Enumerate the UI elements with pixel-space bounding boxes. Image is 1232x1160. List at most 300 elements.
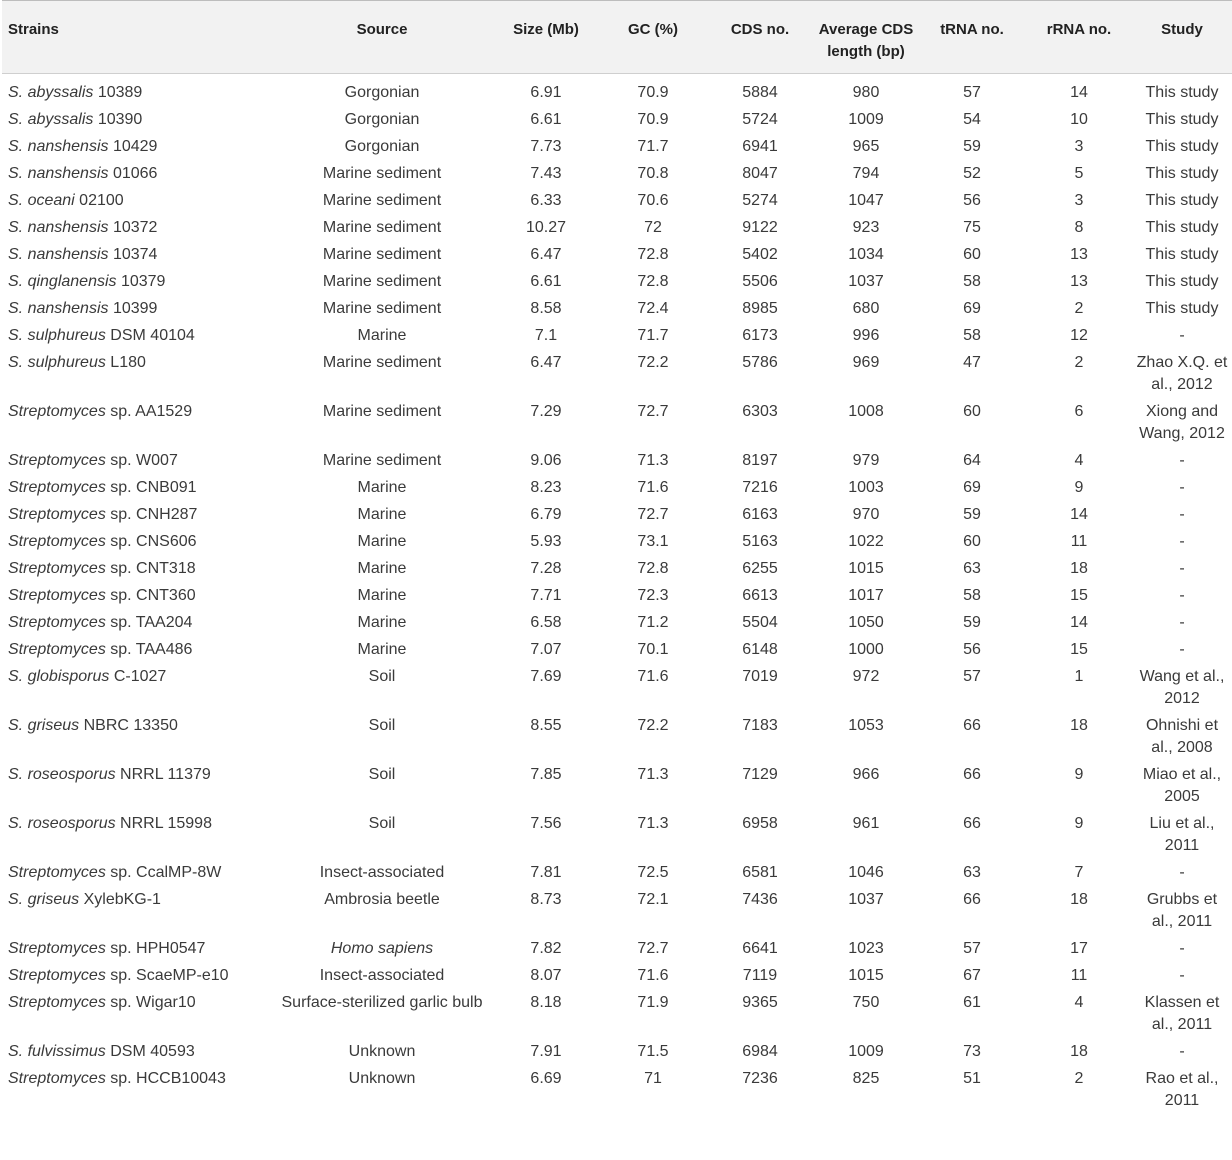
- cell-gc: 71: [644, 1070, 662, 1087]
- table-row: [2, 74, 1232, 108]
- cell-rrna: 15: [1070, 641, 1088, 658]
- cell-strain: [2, 448, 272, 475]
- cell-size: 7.43: [530, 165, 562, 182]
- cell-trna: 63: [963, 864, 981, 881]
- cell-rrna: 13: [1070, 246, 1088, 263]
- cell-source: Marine sediment: [322, 403, 442, 420]
- table-row: [2, 936, 1232, 963]
- cell-source: Marine: [357, 506, 407, 523]
- cell-strain: [2, 188, 272, 215]
- cell-source: Soil: [368, 815, 396, 832]
- cell-trna: 60: [963, 246, 981, 263]
- cell-source: Marine: [357, 614, 407, 631]
- cell-strain: [2, 990, 272, 1039]
- cell-avg-cds-length: 970: [852, 506, 880, 523]
- cell-source: Marine: [357, 479, 407, 496]
- cell-size: 8.18: [530, 994, 562, 1011]
- cell-trna: 47: [963, 354, 981, 371]
- table-row: [2, 556, 1232, 583]
- cell-avg-cds-length: 1037: [848, 891, 884, 908]
- strain-id: 01066: [108, 165, 158, 182]
- cell-rrna: 13: [1070, 273, 1088, 290]
- strain-id: sp. CNT318: [105, 560, 196, 577]
- strain-species: Streptomyces: [8, 533, 106, 550]
- cell-gc: 70.9: [637, 111, 669, 128]
- table-row: [2, 637, 1232, 664]
- strain-species: S. qinglanensis: [8, 273, 117, 290]
- header-strains: Strains: [8, 21, 59, 38]
- cell-size: 7.73: [530, 138, 562, 155]
- cell-study: This study: [1145, 192, 1219, 209]
- strain-species: S. griseus: [8, 717, 80, 734]
- strain-id: NBRC 13350: [79, 717, 178, 734]
- header-study: Study: [1161, 21, 1203, 38]
- strain-species: Streptomyces: [8, 452, 106, 469]
- cell-avg-cds-length: 972: [852, 668, 880, 685]
- cell-strain: [2, 529, 272, 556]
- cell-source: Ambrosia beetle: [324, 891, 440, 908]
- cell-size: 8.07: [530, 967, 562, 984]
- strain-id: NRRL 11379: [115, 766, 211, 783]
- cell-rrna: 1: [1074, 668, 1084, 685]
- cell-strain: [2, 475, 272, 502]
- cell-size: 7.71: [530, 587, 562, 604]
- cell-avg-cds-length: 794: [852, 165, 880, 182]
- table-row: [2, 323, 1232, 350]
- table-row: [2, 242, 1232, 269]
- cell-trna: 69: [963, 300, 981, 317]
- cell-strain: [2, 215, 272, 242]
- strain-species: Streptomyces: [8, 614, 106, 631]
- cell-study: -: [1179, 940, 1185, 957]
- cell-gc: 72.8: [637, 246, 669, 263]
- cell-strain: [2, 161, 272, 188]
- cell-avg-cds-length: 1015: [848, 560, 884, 577]
- strain-id: sp. CNH287: [105, 506, 198, 523]
- cell-cds: 7019: [742, 668, 778, 685]
- cell-source: Marine: [357, 533, 407, 550]
- cell-cds: 7236: [742, 1070, 778, 1087]
- cell-study: -: [1179, 864, 1185, 881]
- cell-trna: 75: [963, 219, 981, 236]
- strain-species: Streptomyces: [8, 587, 106, 604]
- table-row: [2, 860, 1232, 887]
- table-row: [2, 475, 1232, 502]
- strain-id: DSM 40104: [105, 327, 195, 344]
- cell-strain: [2, 811, 272, 860]
- cell-size: 6.61: [530, 111, 562, 128]
- cell-cds: 5884: [742, 84, 778, 101]
- cell-avg-cds-length: 1050: [848, 614, 884, 631]
- cell-cds: 5402: [742, 246, 778, 263]
- strain-id: XylebKG-1: [79, 891, 161, 908]
- table-row: [2, 990, 1232, 1039]
- cell-cds: 5504: [742, 614, 778, 631]
- cell-study: This study: [1145, 165, 1219, 182]
- strain-id: NRRL 15998: [115, 815, 212, 832]
- cell-cds: 7183: [742, 717, 778, 734]
- cell-study: This study: [1145, 138, 1219, 155]
- cell-size: 6.33: [530, 192, 562, 209]
- cell-source: Unknown: [348, 1043, 416, 1060]
- strain-id: sp. Wigar10: [105, 994, 196, 1011]
- cell-gc: 71.5: [637, 1043, 669, 1060]
- cell-avg-cds-length: 1034: [848, 246, 884, 263]
- cell-rrna: 12: [1070, 327, 1088, 344]
- cell-avg-cds-length: 1009: [848, 111, 884, 128]
- cell-gc: 71.3: [637, 452, 669, 469]
- table-row: [2, 350, 1232, 399]
- cell-avg-cds-length: 1015: [848, 967, 884, 984]
- cell-cds: 8197: [742, 452, 778, 469]
- cell-rrna: 11: [1070, 533, 1088, 550]
- strain-species: S. abyssalis: [8, 84, 94, 101]
- cell-size: 7.56: [530, 815, 562, 832]
- cell-strain: [2, 134, 272, 161]
- cell-size: 7.91: [530, 1043, 562, 1060]
- cell-trna: 67: [963, 967, 981, 984]
- cell-trna: 58: [963, 587, 981, 604]
- cell-source: Homo sapiens: [330, 940, 434, 957]
- cell-cds: 6984: [742, 1043, 778, 1060]
- cell-rrna: 4: [1074, 994, 1084, 1011]
- cell-study: This study: [1145, 246, 1219, 263]
- cell-rrna: 2: [1074, 300, 1084, 317]
- cell-avg-cds-length: 965: [852, 138, 880, 155]
- strain-id: DSM 40593: [105, 1043, 195, 1060]
- header-source: Source: [356, 21, 408, 38]
- cell-source: Gorgonian: [344, 84, 420, 101]
- cell-cds: 6303: [742, 403, 778, 420]
- cell-trna: 60: [963, 403, 981, 420]
- cell-gc: 72.7: [637, 940, 669, 957]
- table-row: [2, 269, 1232, 296]
- table-row: [2, 664, 1232, 713]
- cell-study: Wang et al., 2012: [1139, 668, 1225, 707]
- table-row: [2, 713, 1232, 762]
- cell-trna: 66: [963, 891, 981, 908]
- cell-cds: 6641: [742, 940, 778, 957]
- cell-cds: 6958: [742, 815, 778, 832]
- cell-strain: [2, 1066, 272, 1115]
- cell-trna: 52: [963, 165, 981, 182]
- cell-cds: 6613: [742, 587, 778, 604]
- cell-strain: [2, 502, 272, 529]
- strain-id: sp. CcalMP-8W: [105, 864, 222, 881]
- cell-study: Rao et al., 2011: [1145, 1070, 1219, 1109]
- cell-strain: [2, 713, 272, 762]
- strain-species: Streptomyces: [8, 1070, 106, 1087]
- cell-size: 8.55: [530, 717, 562, 734]
- cell-strain: [2, 399, 272, 448]
- cell-rrna: 18: [1070, 1043, 1088, 1060]
- cell-size: 8.73: [530, 891, 562, 908]
- strain-species: Streptomyces: [8, 560, 106, 577]
- cell-trna: 64: [963, 452, 981, 469]
- strain-id: sp. TAA486: [105, 641, 193, 658]
- strain-species: S. roseosporus: [8, 815, 116, 832]
- strain-species: S. griseus: [8, 891, 80, 908]
- cell-rrna: 15: [1070, 587, 1088, 604]
- table-row: [2, 399, 1232, 448]
- strain-species: S. nanshensis: [8, 165, 109, 182]
- cell-avg-cds-length: 1000: [848, 641, 884, 658]
- cell-study: Liu et al., 2011: [1149, 815, 1215, 854]
- cell-rrna: 7: [1074, 864, 1084, 881]
- strain-species: S. roseosporus: [8, 766, 116, 783]
- strain-species: Streptomyces: [8, 994, 106, 1011]
- strain-id: sp. ScaeMP-e10: [105, 967, 229, 984]
- cell-cds: 7216: [742, 479, 778, 496]
- cell-source: Marine sediment: [322, 246, 442, 263]
- table-row: [2, 529, 1232, 556]
- cell-avg-cds-length: 1023: [848, 940, 884, 957]
- cell-cds: 6941: [742, 138, 778, 155]
- cell-strain: [2, 637, 272, 664]
- cell-cds: 8985: [742, 300, 778, 317]
- cell-rrna: 8: [1074, 219, 1084, 236]
- strain-species: Streptomyces: [8, 967, 106, 984]
- strain-species: S. sulphureus: [8, 354, 106, 371]
- table-row: [2, 161, 1232, 188]
- table-row: [2, 762, 1232, 811]
- table-row: [2, 583, 1232, 610]
- cell-size: 7.85: [530, 766, 562, 783]
- cell-source: Marine: [357, 641, 407, 658]
- cell-size: 8.58: [530, 300, 562, 317]
- cell-size: 7.07: [530, 641, 562, 658]
- cell-avg-cds-length: 961: [852, 815, 880, 832]
- cell-trna: 57: [963, 668, 981, 685]
- cell-strain: [2, 269, 272, 296]
- cell-gc: 71.7: [637, 327, 669, 344]
- cell-trna: 56: [963, 192, 981, 209]
- cell-size: 7.29: [530, 403, 562, 420]
- strain-id: C-1027: [109, 668, 167, 685]
- cell-avg-cds-length: 1008: [848, 403, 884, 420]
- cell-size: 6.61: [530, 273, 562, 290]
- cell-size: 7.81: [530, 864, 562, 881]
- header-size: Size (Mb): [513, 21, 579, 38]
- table-header: [2, 1, 1232, 74]
- cell-rrna: 14: [1070, 506, 1088, 523]
- cell-study: -: [1179, 452, 1185, 469]
- cell-strain: [2, 107, 272, 134]
- strain-species: S. nanshensis: [8, 246, 109, 263]
- cell-cds: 6173: [742, 327, 778, 344]
- cell-rrna: 6: [1074, 403, 1084, 420]
- cell-rrna: 2: [1074, 1070, 1084, 1087]
- strain-id: 02100: [74, 192, 124, 209]
- cell-study: -: [1179, 1043, 1185, 1060]
- cell-trna: 73: [963, 1043, 981, 1060]
- strain-id: 10390: [93, 111, 143, 128]
- cell-gc: 70.9: [637, 84, 669, 101]
- strain-id: sp. TAA204: [105, 614, 193, 631]
- cell-avg-cds-length: 966: [852, 766, 880, 783]
- cell-rrna: 18: [1070, 891, 1088, 908]
- cell-study: -: [1179, 587, 1185, 604]
- cell-source: Soil: [368, 717, 396, 734]
- cell-rrna: 9: [1074, 479, 1084, 496]
- cell-cds: 7129: [742, 766, 778, 783]
- cell-study: Miao et al., 2005: [1142, 766, 1222, 805]
- strain-id: 10374: [108, 246, 158, 263]
- header-trna: tRNA no.: [940, 21, 1004, 38]
- cell-size: 5.93: [530, 533, 562, 550]
- cell-source: Soil: [368, 766, 396, 783]
- cell-rrna: 14: [1070, 84, 1088, 101]
- table-row: [2, 215, 1232, 242]
- cell-avg-cds-length: 750: [852, 994, 880, 1011]
- cell-cds: 9122: [742, 219, 778, 236]
- cell-gc: 71.6: [637, 967, 669, 984]
- strain-id: 10379: [116, 273, 166, 290]
- table-row: [2, 134, 1232, 161]
- cell-avg-cds-length: 1046: [848, 864, 884, 881]
- strain-id: 10372: [108, 219, 158, 236]
- cell-cds: 7119: [742, 967, 778, 984]
- cell-rrna: 10: [1070, 111, 1088, 128]
- cell-size: 6.58: [530, 614, 562, 631]
- table-row: [2, 1066, 1232, 1115]
- cell-strain: [2, 583, 272, 610]
- cell-rrna: 17: [1070, 940, 1088, 957]
- table-row: [2, 1039, 1232, 1066]
- cell-gc: 71.3: [637, 815, 669, 832]
- cell-study: Grubbs et al., 2011: [1146, 891, 1218, 930]
- cell-size: 7.82: [530, 940, 562, 957]
- cell-gc: 73.1: [637, 533, 669, 550]
- strain-id: sp. W007: [105, 452, 178, 469]
- cell-cds: 5786: [742, 354, 778, 371]
- table-body: [2, 74, 1232, 1116]
- table-row: [2, 296, 1232, 323]
- cell-cds: 6581: [742, 864, 778, 881]
- cell-cds: 6163: [742, 506, 778, 523]
- strain-id: L180: [105, 354, 146, 371]
- cell-avg-cds-length: 980: [852, 84, 880, 101]
- table-row: [2, 502, 1232, 529]
- cell-cds: 8047: [742, 165, 778, 182]
- strain-id: sp. AA1529: [105, 403, 193, 420]
- cell-avg-cds-length: 1017: [848, 587, 884, 604]
- cell-study: -: [1179, 506, 1185, 523]
- cell-gc: 72.8: [637, 560, 669, 577]
- cell-gc: 71.6: [637, 479, 669, 496]
- cell-gc: 70.6: [637, 192, 669, 209]
- table-row: [2, 887, 1232, 936]
- cell-strain: [2, 762, 272, 811]
- header-avg-cds-length: Average CDS length (bp): [818, 21, 914, 60]
- cell-strain: [2, 74, 272, 108]
- strain-species: S. sulphureus: [8, 327, 106, 344]
- cell-strain: [2, 242, 272, 269]
- strain-species: S. oceani: [8, 192, 75, 209]
- cell-size: 10.27: [525, 219, 567, 236]
- cell-study: Zhao X.Q. et al., 2012: [1136, 354, 1228, 393]
- table-row: [2, 188, 1232, 215]
- cell-gc: 72.8: [637, 273, 669, 290]
- cell-source: Marine sediment: [322, 192, 442, 209]
- cell-gc: 72.3: [637, 587, 669, 604]
- cell-trna: 59: [963, 506, 981, 523]
- cell-size: 6.47: [530, 246, 562, 263]
- strain-species: Streptomyces: [8, 479, 106, 496]
- cell-cds: 5724: [742, 111, 778, 128]
- cell-gc: 71.9: [637, 994, 669, 1011]
- cell-gc: 70.1: [637, 641, 669, 658]
- cell-gc: 72: [644, 219, 662, 236]
- cell-study: -: [1179, 479, 1185, 496]
- cell-source: Marine sediment: [322, 165, 442, 182]
- cell-strain: [2, 936, 272, 963]
- cell-study: -: [1179, 560, 1185, 577]
- cell-gc: 71.7: [637, 138, 669, 155]
- cell-trna: 51: [963, 1070, 981, 1087]
- cell-avg-cds-length: 1053: [848, 717, 884, 734]
- cell-source: Marine: [357, 560, 407, 577]
- cell-strain: [2, 610, 272, 637]
- cell-cds: 6255: [742, 560, 778, 577]
- strain-id: sp. CNT360: [105, 587, 196, 604]
- header-gc: GC (%): [628, 21, 678, 38]
- table-row: [2, 811, 1232, 860]
- cell-avg-cds-length: 1003: [848, 479, 884, 496]
- cell-trna: 59: [963, 138, 981, 155]
- strain-species: S. nanshensis: [8, 300, 109, 317]
- cell-gc: 72.2: [637, 354, 669, 371]
- cell-source: Marine sediment: [322, 300, 442, 317]
- cell-source: Soil: [368, 668, 396, 685]
- cell-rrna: 2: [1074, 354, 1084, 371]
- cell-trna: 63: [963, 560, 981, 577]
- cell-trna: 60: [963, 533, 981, 550]
- strain-species: Streptomyces: [8, 940, 106, 957]
- cell-study: Xiong and Wang, 2012: [1139, 403, 1225, 442]
- cell-avg-cds-length: 1009: [848, 1043, 884, 1060]
- cell-study: This study: [1145, 273, 1219, 290]
- cell-avg-cds-length: 969: [852, 354, 880, 371]
- cell-cds: 5274: [742, 192, 778, 209]
- cell-strain: [2, 860, 272, 887]
- cell-study: -: [1179, 967, 1185, 984]
- cell-gc: 71.3: [637, 766, 669, 783]
- cell-size: 8.23: [530, 479, 562, 496]
- table-row: [2, 610, 1232, 637]
- cell-gc: 72.4: [637, 300, 669, 317]
- cell-rrna: 9: [1074, 766, 1084, 783]
- cell-size: 9.06: [530, 452, 562, 469]
- strain-species: Streptomyces: [8, 641, 106, 658]
- table-row: [2, 107, 1232, 134]
- cell-size: 6.69: [530, 1070, 562, 1087]
- cell-avg-cds-length: 1037: [848, 273, 884, 290]
- cell-trna: 69: [963, 479, 981, 496]
- cell-gc: 70.8: [637, 165, 669, 182]
- cell-strain: [2, 323, 272, 350]
- header-row: [2, 1, 1232, 74]
- cell-source: Marine: [357, 587, 407, 604]
- cell-trna: 57: [963, 84, 981, 101]
- cell-study: This study: [1145, 219, 1219, 236]
- cell-avg-cds-length: 825: [852, 1070, 880, 1087]
- cell-study: This study: [1145, 84, 1219, 101]
- cell-size: 7.1: [534, 327, 558, 344]
- cell-trna: 59: [963, 614, 981, 631]
- strain-species: S. nanshensis: [8, 138, 109, 155]
- cell-gc: 72.1: [637, 891, 669, 908]
